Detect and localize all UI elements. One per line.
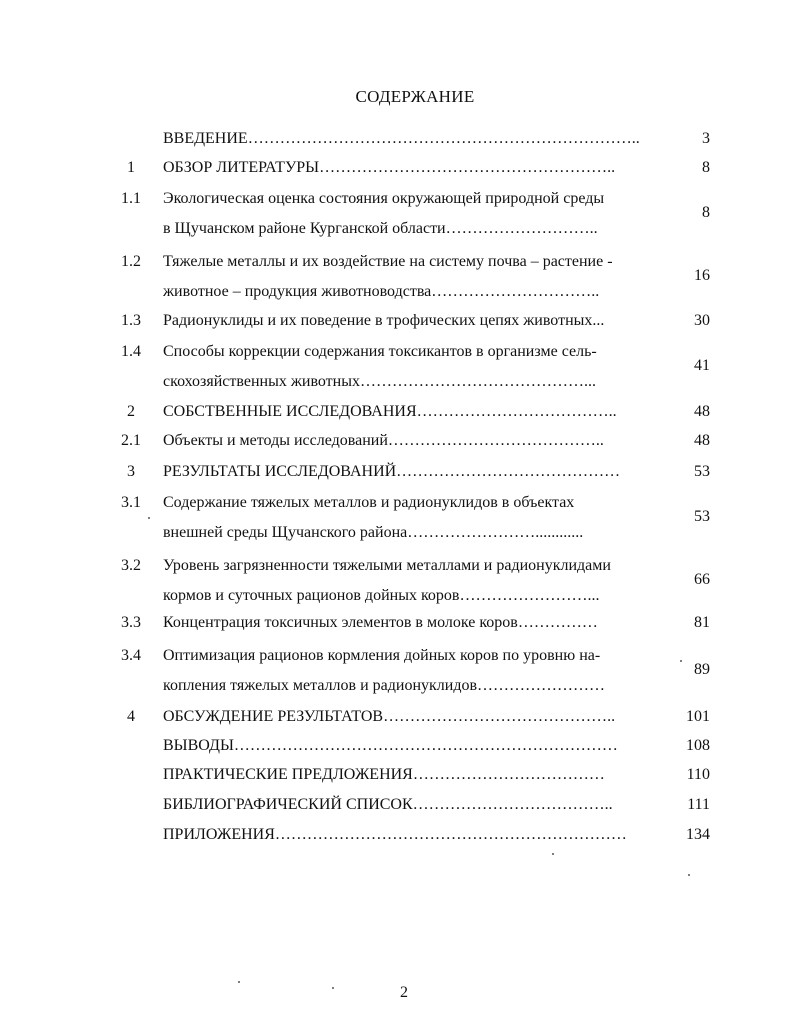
toc-entry-page: 48 <box>694 432 710 449</box>
scan-speck <box>688 874 690 876</box>
toc-entry-page: 3 <box>702 130 710 147</box>
toc-entry-line: Уровень загрязненности тяжелыми металлами и радионуклидами <box>163 557 611 574</box>
toc-entry-page: 8 <box>702 204 710 221</box>
toc-entry-line: ОБЗОР ЛИТЕРАТУРЫ……………………………………………….. <box>163 159 616 176</box>
toc-entry-number: 3.3 <box>121 614 141 631</box>
toc-entry-line: БИБЛИОГРАФИЧЕСКИЙ СПИСОК……………………………….. <box>163 796 613 813</box>
toc-entry-text <box>163 337 663 397</box>
page-number: 2 <box>400 984 408 1001</box>
toc-entry-line: Экологическая оценка состояния окружающей природной среды <box>163 190 605 207</box>
toc-entry-page: 16 <box>694 267 710 284</box>
scan-speck <box>680 660 682 662</box>
toc-entry-line: Концентрация токсичных элементов в молоке коров…………… <box>163 614 598 631</box>
toc-entry-line: СОБСТВЕННЫЕ ИССЛЕДОВАНИЯ……………………………….. <box>163 403 617 420</box>
scan-speck <box>332 987 334 989</box>
toc-entry-text <box>163 760 663 790</box>
toc-entry-text <box>163 820 663 850</box>
toc-entry-page: 111 <box>687 796 710 813</box>
scan-speck <box>238 981 240 983</box>
toc-entry-page: 108 <box>686 737 710 754</box>
toc-entry-page: 66 <box>694 571 710 588</box>
toc-entry-page: 53 <box>694 508 710 525</box>
toc-entry-line: ВВЕДЕНИЕ……………………………………………………………….. <box>163 130 640 147</box>
toc-entry-number: 3.1 <box>121 494 141 511</box>
toc-entry-page: 41 <box>694 357 710 374</box>
toc-entry-number: 4 <box>127 708 135 725</box>
toc-entry-line: ОБСУЖДЕНИЕ РЕЗУЛЬТАТОВ…………………………………….. <box>163 708 616 725</box>
toc-entry-text <box>163 457 663 487</box>
toc-entry-line: Содержание тяжелых металлов и радионуклидов в объектах <box>163 494 575 511</box>
toc-entry-number: 1.3 <box>121 312 141 329</box>
toc-entry-text <box>163 702 663 732</box>
toc-entry-text <box>163 153 663 183</box>
toc-entry-text <box>163 124 663 154</box>
toc-entry-text <box>163 306 663 336</box>
toc-entry-line: РЕЗУЛЬТАТЫ ИССЛЕДОВАНИЙ…………………………………… <box>163 463 621 480</box>
toc-title: СОДЕРЖАНИЕ <box>355 87 475 106</box>
scan-speck <box>552 853 554 855</box>
toc-entry-number: 1.4 <box>121 343 141 360</box>
toc-entry-line: Объекты и методы исследований………………………………….. <box>163 432 604 449</box>
toc-entry-text <box>163 488 663 548</box>
toc-entry-line: кормов и суточных рационов дойных коров……………………... <box>163 587 600 604</box>
toc-entry-text <box>163 397 663 427</box>
toc-entry-line: Оптимизация рационов кормления дойных коров по уровню на- <box>163 647 601 664</box>
toc-entry-text <box>163 641 663 701</box>
toc-entry-line: ВЫВОДЫ……………………………………………………………… <box>163 737 618 754</box>
toc-entry-page: 134 <box>686 826 710 843</box>
toc-entry-line: Радионуклиды и их поведение в трофических цепях животных... <box>163 312 605 329</box>
toc-entry-page: 81 <box>694 614 710 631</box>
toc-entry-number: 3.4 <box>121 647 141 664</box>
toc-entry-line: Способы коррекции содержания токсикантов в организме сель- <box>163 343 597 360</box>
toc-entry-text <box>163 790 663 820</box>
toc-entry-line: в Щучанском районе Курганской области……………………….. <box>163 220 598 237</box>
toc-entry-text <box>163 184 663 244</box>
toc-entry-line: ПРАКТИЧЕСКИЕ ПРЕДЛОЖЕНИЯ……………………………… <box>163 766 605 783</box>
toc-entry-text <box>163 731 663 761</box>
toc-entry-page: 53 <box>694 463 710 480</box>
toc-entry-line: Тяжелые металлы и их воздействие на систему почва – растение - <box>163 253 613 270</box>
toc-entry-page: 101 <box>686 708 710 725</box>
toc-entry-line: животное – продукция животноводства………………………….. <box>163 283 600 300</box>
toc-entry-line: ПРИЛОЖЕНИЯ………………………………………………………… <box>163 826 627 843</box>
toc-entry-text <box>163 551 663 611</box>
toc-entry-page: 8 <box>702 159 710 176</box>
toc-entry-text <box>163 426 663 456</box>
toc-entry-text <box>163 247 663 307</box>
toc-entry-line: внешней среды Щучанского района……………………............ <box>163 524 584 541</box>
scan-speck <box>148 517 150 519</box>
toc-entry-number: 2 <box>127 403 135 420</box>
toc-entry-line: копления тяжелых металлов и радионуклидов…………………… <box>163 677 606 694</box>
toc-entry-number: 2.1 <box>121 432 141 449</box>
toc-entry-text <box>163 608 663 638</box>
toc-entry-number: 3.2 <box>121 557 141 574</box>
toc-entry-page: 110 <box>686 766 710 783</box>
toc-entry-page: 89 <box>694 661 710 678</box>
toc-entry-number: 1.2 <box>121 253 141 270</box>
toc-entry-number: 1.1 <box>121 190 141 207</box>
toc-entry-line: скохозяйственных животных……………………………………... <box>163 373 596 390</box>
toc-entry-page: 30 <box>694 312 710 329</box>
toc-entry-number: 3 <box>127 463 135 480</box>
toc-entry-number: 1 <box>127 159 135 176</box>
toc-entry-page: 48 <box>694 403 710 420</box>
